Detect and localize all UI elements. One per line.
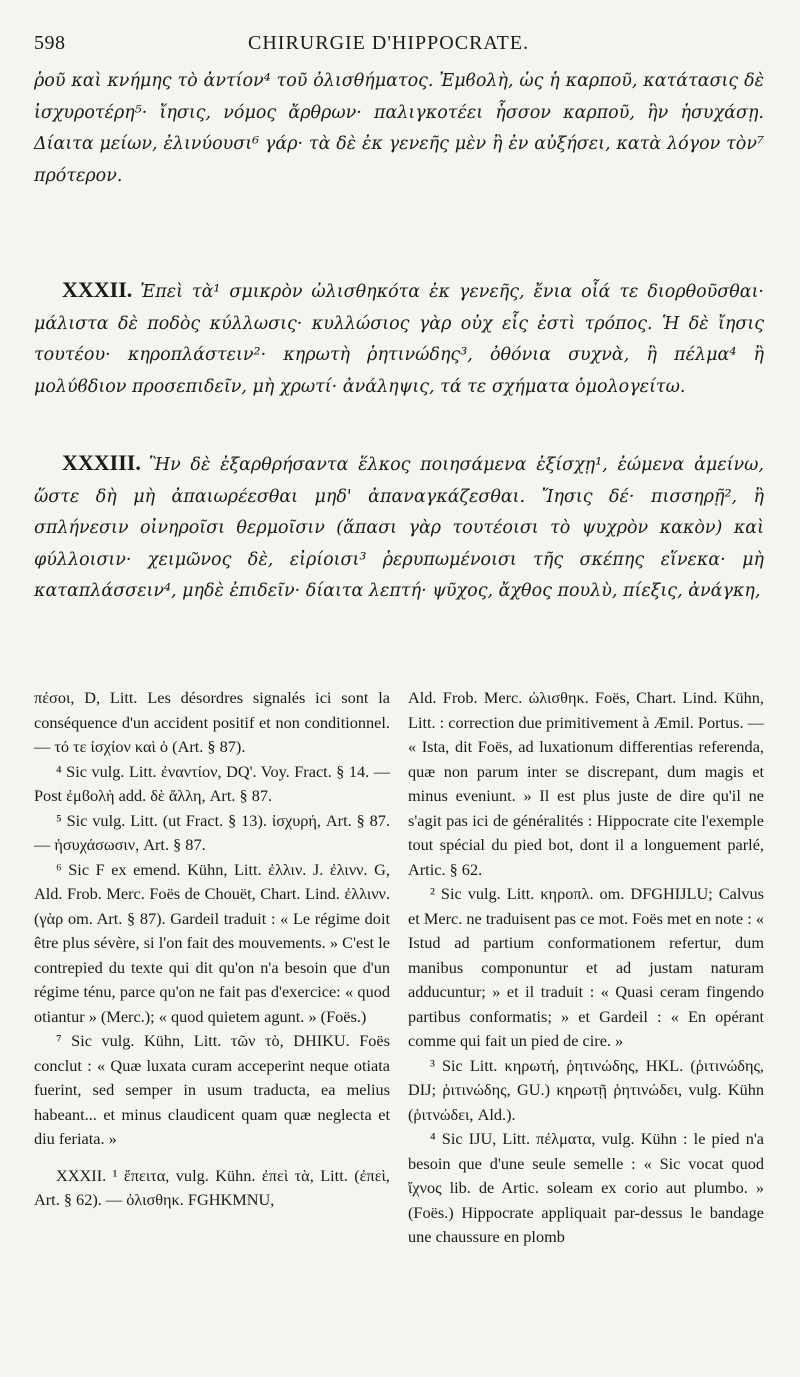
running-title: CHIRURGIE D'HIPPOCRATE. bbox=[248, 32, 530, 54]
footnote: ⁵ Sic vulg. Litt. (ut Fract. § 13). ἰσχυρή, Art. § 87. — ἡσυχάσωσιν, Art. § 87. bbox=[34, 810, 390, 854]
section-33 bbox=[34, 447, 764, 608]
footnotes-right-column bbox=[408, 686, 764, 1250]
page-header bbox=[34, 28, 760, 62]
footnote: XXXII. ¹ ἔπειτα, vulg. Kühn. ἐπεὶ τὰ, Litt. (ἐπεὶ, Art. § 62). — ὀλισθηκ. FGHKMNU, bbox=[34, 1165, 390, 1209]
section-number: XXXII. bbox=[62, 277, 133, 302]
footnote: ⁴ Sic vulg. Litt. ἐναντίον, DQ'. Voy. Fract. § 14. — Post ἐμϐολὴ add. δὲ ἄλλη, Art. § 87. bbox=[34, 761, 390, 805]
section-text: Ἐπεὶ τὰ¹ σμικρὸν ὠλισθηκότα ἐκ γενεῆς, ἔνια οἷά τε διορθοῦσθαι· μάλιστα δὲ ποδὸς κύλλωσις· κυλλώσιος γὰρ οὐχ εἷς ἐστὶ τρόπος. Ἡ δὲ ἴησις τουτέου· κηροπλάστειν²· κηρωτὴ ῥητινώδης³, ὀθόνια συχνὰ, ἢ πέλμα⁴ ἢ μολύϐδιον προσεπιδεῖν, μὴ χρωτί· ἀνάληψις, τά τε σχήματα ὁμολογείτω. bbox=[34, 282, 764, 397]
footnotes-left-column bbox=[34, 686, 390, 1250]
page-number: 598 bbox=[34, 32, 66, 54]
footnote: ² Sic vulg. Litt. κηροπλ. om. DFGHIJLU; Calvus et Merc. ne traduisent pas ce mot. Foës met en note : « Istud ad partium conformationem refertur, dum manibus componuntur et ad justam naturam adducuntur; » et il traduit : « Quasi ceram fingendo partibus conformatis; » et Gardeil : « En opérant comme qui fait un pied de cire. » bbox=[408, 884, 764, 1050]
footnote: πέσοι, D, Litt. Les désordres signalés ici sont la conséquence d'un accident positif et non conditionnel. — τό τε ἰσχίον καὶ ὁ (Art. § 87). bbox=[34, 688, 390, 756]
footnotes bbox=[34, 686, 764, 1250]
section-32 bbox=[34, 274, 764, 403]
intro-paragraph: ῥοῦ καὶ κνήμης τὸ ἀντίον⁴ τοῦ ὀλισθήματος. Ἐμϐολὴ, ὡς ἡ καρποῦ, κατάτασις δὲ ἰσχυροτέρη⁵· ἴησις, νόμος ἄρθρων· παλιγκοτέει ἧσσον καρποῦ, ἣν ἡσυχάσῃ. Δίαιτα μείων, ἐλινύουσι⁶ γάρ· τὰ δὲ ἐκ γενεῆς μὲν ἢ ἐν αὐξήσει, κατὰ λόγον τὸν⁷ πρότερον. bbox=[34, 71, 764, 186]
section-text: Ἢν δὲ ἐξαρθρήσαντα ἕλκος ποιησάμενα ἐξίσχῃ¹, ἐώμενα ἀμείνω, ὥστε δὴ μὴ ἀπαιωρέεσθαι μηδ' ἀπαναγκάζεσθαι. Ἴησις δέ· πισσηρῇ², ἢ σπλήνεσιν οἰνηροῖσι θερμοῖσιν (ἅπασι γὰρ τουτέοισι τὸ ψυχρὸν κακὸν) καὶ φύλλοισιν· χειμῶνος δὲ, εἰρίοισι³ ῥερυπωμένοισι τῆς σκέπης εἵνεκα· μὴ καταπλάσσειν⁴, μηδὲ ἐπιδεῖν· δίαιτα λεπτή· ψῦχος, ἄχθος πουλὺ, πίεξις, ἀνάγκη, bbox=[34, 455, 764, 601]
footnote: Ald. Frob. Merc. ὠλισθηκ. Foës, Chart. Lind. Kühn, Litt. : correction due primitivement à Æmil. Portus. — « Ista, dit Foës, ad luxationum differentias referenda, quæ non parum inter se discrepant, dum magis et minus eveniunt. » Il est plus juste de dire qu'il ne s'agit pas ici de généralités : Hippocrate cite l'exemple tout spécial du pied bot, dont il a longuement parlé, Artic. § 62. bbox=[408, 688, 764, 879]
section-number: XXXIII. bbox=[62, 450, 141, 475]
footnote: ⁷ Sic vulg. Kühn, Litt. τῶν τὸ, DHIKU. Foës conclut : « Quæ luxata curam acceperint neque otiata fuerint, sed semper in usum traducta, ea melius habeant... et minus claudicent quam quæ neglecta et diu feriata. » bbox=[34, 1031, 390, 1148]
footnote: ⁶ Sic F ex emend. Kühn, Litt. ἐλλιν. J. ἐλινν. G, Ald. Frob. Merc. Foës de Chouët, Chart. Lind. ἐλλινν. (γὰρ om. Art. § 87). Gardeil traduit : « Le régime doit être plus sévère, si l'on fait des mouvements. » C'est le contrepied du texte qui dit qu'on n'a besoin que d'un régime ténu, parce qu'on ne fait pas d'exercice: « quod otiantur » (Merc.); « quod quietem agunt. » (Foës.) bbox=[34, 859, 390, 1026]
footnote: ³ Sic Litt. κηρωτή, ῥητινώδης, HKL. (ῥιτινώδης, DIJ; ῥιτινώδης, GU.) κηρωτῇ ῥητινώδει, vulg. Kühn (ῥιτνώδει, Ald.). bbox=[408, 1055, 764, 1124]
main-text bbox=[34, 66, 764, 608]
footnote: ⁴ Sic IJU, Litt. πέλματα, vulg. Kühn : le pied n'a besoin que d'une seule semelle : « Sic vocat quod ἴχνος lib. de Artic. soleam ex corio aut plumbo. » (Foës.) Hippocrate appliquait par-dessus le bandage une chaussure en plomb bbox=[408, 1129, 764, 1246]
